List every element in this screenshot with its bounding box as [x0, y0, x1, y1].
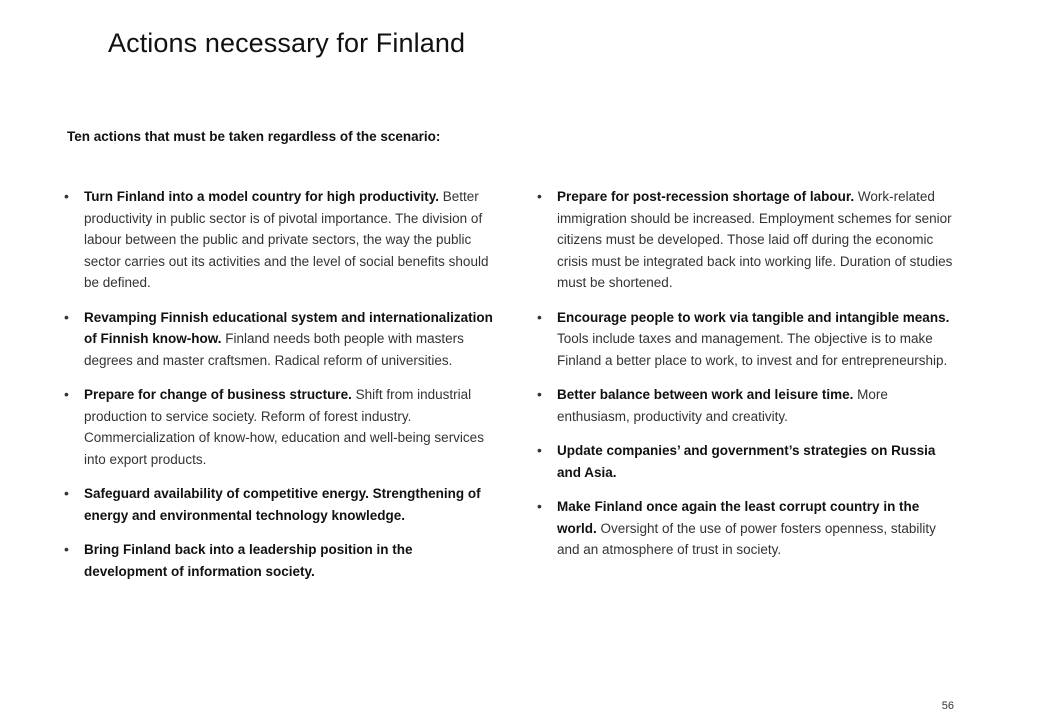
action-body: More enthusiasm, productivity and creativity. — [557, 387, 888, 424]
actions-list-right — [537, 186, 962, 574]
action-lead: Update companies’ and government’s strategies on Russia and Asia. — [557, 443, 936, 480]
action-lead: Make Finland once again the least corrupt country in the world. — [557, 499, 920, 536]
action-item — [537, 307, 962, 372]
action-lead: Prepare for post-recession shortage of labour. — [557, 189, 855, 204]
action-item — [64, 483, 494, 526]
action-item — [537, 496, 962, 561]
action-item — [64, 539, 494, 582]
actions-list-left — [64, 186, 494, 595]
action-item — [64, 186, 494, 294]
bullet-icon: • — [64, 308, 69, 325]
action-lead: Revamping Finnish educational system and internationalization of Finnish know-how. — [84, 309, 493, 346]
page-subtitle: Ten actions that must be taken regardless of the scenario: — [67, 129, 441, 144]
bullet-icon: • — [537, 308, 542, 325]
action-body: Work-related immigration should be increased. Employment schemes for senior citizens must be developed. Those laid off during the economic crisis must be integrated back into working life. Duration of studies must be shortened. — [557, 189, 953, 290]
action-lead: Better balance between work and leisure time. — [557, 387, 854, 402]
page-number: 56 — [941, 700, 954, 712]
action-lead: Safeguard availability of competitive energy. Strengthening of energy and environmental technology knowledge. — [84, 486, 481, 523]
bullet-icon: • — [537, 498, 542, 514]
action-body: Tools include taxes and management. The objective is to make Finland a better place to work, to invest and for entrepreneurship. — [557, 331, 948, 368]
bullet-icon: • — [64, 485, 69, 501]
bullet-icon: • — [64, 541, 69, 557]
action-lead: Encourage people to work via tangible and intangible means. — [557, 309, 950, 325]
action-lead: Turn Finland into a model country for high productivity. — [84, 189, 439, 204]
action-item — [537, 186, 962, 294]
page-title: Actions necessary for Finland — [108, 28, 466, 58]
bullet-icon: • — [64, 386, 69, 402]
action-body: Oversight of the use of power fosters openness, stability and an atmosphere of trust in society. — [557, 520, 936, 557]
action-lead: Bring Finland back into a leadership position in the development of information society. — [84, 542, 413, 579]
action-item — [537, 384, 962, 427]
action-body: Shift from industrial production to service society. Reform of forest industry. Commercialization of know-how, education and well-being services into export products. — [84, 387, 484, 467]
action-lead: Prepare for change of business structure. — [84, 387, 352, 402]
bullet-icon: • — [537, 386, 542, 402]
bullet-icon: • — [537, 442, 542, 458]
bullet-icon: • — [537, 188, 542, 204]
bullet-icon: • — [64, 188, 69, 204]
action-body: Better productivity in public sector is of pivotal importance. The division of labour between the public and private sectors, the way the public sector carries out its activities and the level of social benefits should be defined. — [84, 189, 489, 290]
action-item — [537, 440, 962, 483]
action-body: Finland needs both people with masters degrees and master craftsmen. Radical reform of universities. — [84, 331, 464, 368]
action-item — [64, 384, 494, 470]
action-item — [64, 307, 494, 372]
